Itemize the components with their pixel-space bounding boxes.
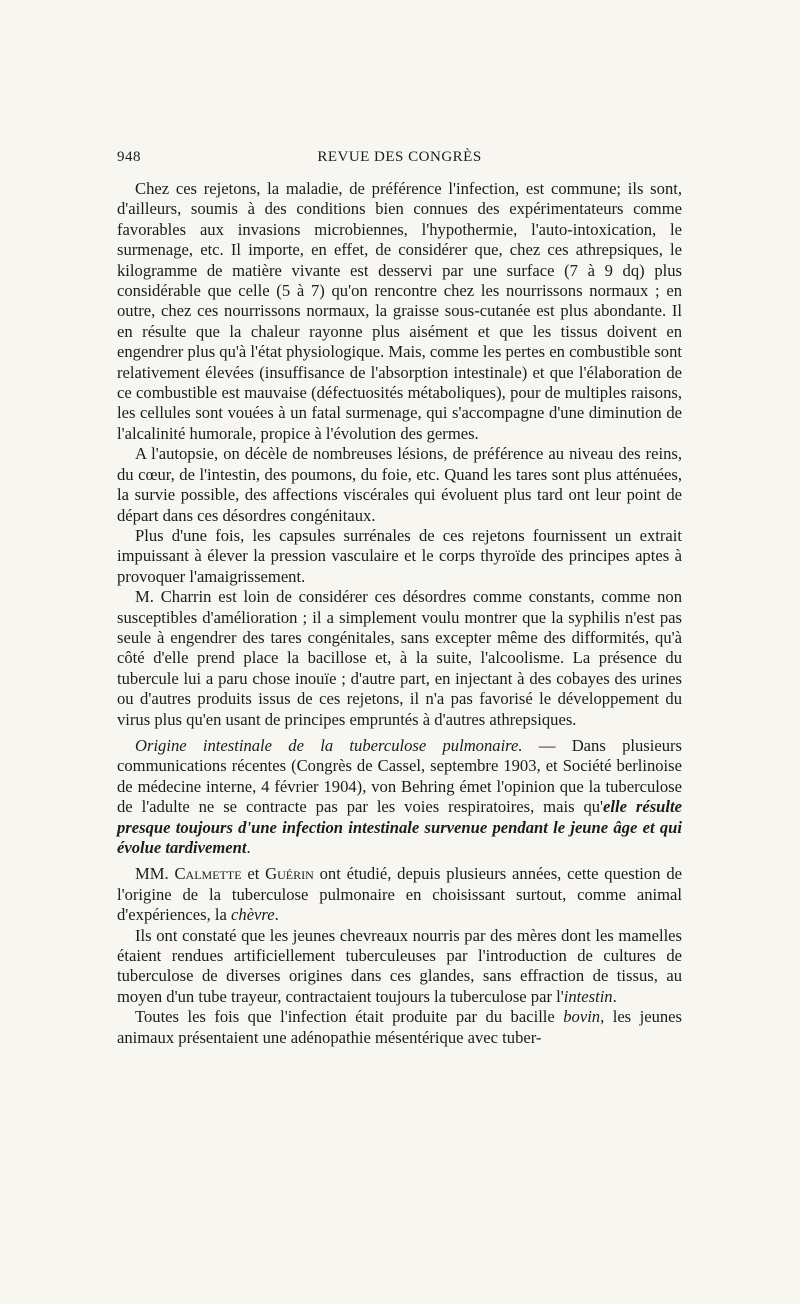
paragraph-5-end: . [246, 838, 251, 857]
paragraph-1: Chez ces rejetons, la maladie, de préférence l'infection, est commune; ils sont, d'ailleurs, soumis à des conditions bien connues des expérimentateurs comme favorables aux invasions microbiennes, l'hypothermie, l'auto-intoxication, le surmenage, etc. Il importe, en effet, de considérer que, chez ces athrepsiques, le kilogramme de matière vivante est desservi par une surface (7 à 9 dq) plus considérable que celle (5 à 7) qu'on rencontre chez les nourrissons normaux ; en outre, chez ces nourrissons normaux, la graisse sous-cutanée est plus abondante. Il en résulte que la chaleur rayonne plus aisément et que les tissus doivent en engendrer plus qu'à l'état physiologique. Mais, comme les pertes en combustible sont relativement élevées (insuffisance de l'absorption intestinale) et que l'élaboration de ce combustible est mauvaise (défectuosités métaboliques), pour de multiples raisons, les cellules sont vouées à un fatal surmenage, qui s'accompagne d'une diminution de l'alcalinité humorale, propice à l'évolution des germes. [117, 179, 682, 443]
paragraph-8-text: Toutes les fois que l'infection était produite par du bacille [135, 1007, 564, 1027]
paragraph-6-end: . [274, 905, 279, 925]
paragraph-8-end: , les jeunes animaux présentaient une adénopathie mésentérique avec tuber- [117, 1007, 682, 1047]
author-name-2: Guérin [265, 864, 314, 884]
paragraph-6-emphasis: chèvre [231, 905, 275, 925]
page-header [117, 149, 682, 171]
paragraph-6-prefix: MM. [135, 864, 175, 884]
paragraph-6-connector: et [241, 864, 266, 884]
paragraph-8 [117, 1007, 682, 1048]
paragraph-8-emphasis: bovin [563, 1007, 601, 1027]
section-title: Origine intestinale de la tuberculose pulmonaire. [135, 735, 523, 755]
paragraph-7-end: . [612, 986, 617, 1006]
paragraph-5-emphasis: elle résulte presque toujours d'une infection intestinale survenue pendant le jeune âge et qui évolue tardivement [117, 797, 682, 857]
paragraph-4: M. Charrin est loin de considérer ces désordres comme constants, comme non susceptibles d'amélioration ; il a simplement voulu montrer que la syphilis n'est pas seule à engendrer des tares congénitales, sans excepter même des difformités, qu'à côté d'elle prend place la bacillose et, à la suite, l'alcoolisme. La présence du tubercule lui a paru chose inouïe ; d'autre part, en injectant à des cobayes des urines ou d'autres produits issus de ces rejetons, il n'a pas favorisé le développement du virus plus qu'en usant de principes empruntés à d'autres athrepsiques. [117, 587, 682, 729]
body-text [117, 179, 682, 1048]
page-number: 948 [117, 149, 141, 165]
author-name-1: Calmette [174, 864, 242, 884]
paragraph-3: Plus d'une fois, les capsules surrénales de ces rejetons fournissent un extrait impuissant à élever la pression vasculaire et le corps thyroïde des principes aptes à provoquer l'amaigrissement. [117, 525, 682, 586]
paragraph-6-text: ont étudié, depuis plusieurs années, cette question de l'origine de la tuberculose pulmonaire en choisissant surtout, comme animal d'expériences, la [117, 864, 682, 925]
paragraph-7 [117, 926, 682, 1008]
paragraph-2: A l'autopsie, on décèle de nombreuses lésions, de préférence au niveau des reins, du cœur, de l'intestin, des poumons, du foie, etc. Quand les tares sont plus atténuées, la survie possible, des affections viscérales qui évoluent plus tard ont leur point de départ dans ces désordres congénitaux. [117, 444, 682, 525]
paragraph-7-text: Ils ont constaté que les jeunes chevreaux nourris par des mères dont les mamelles étaient rendues artificiellement tuberculeuses par l'introduction de cultures de tuberculose de diverses origines dans ces glandes, sans effraction de tissus, au moyen d'un tube trayeur, contractaient toujours la tuberculose par l' [117, 925, 682, 1006]
paragraph-5-text: — Dans plusieurs communications récentes (Congrès de Cassel, septembre 1903, et Société berlinoise de médecine interne, 4 février 1904), von Behring émet l'opinion que la tuberculose de l'adulte ne se contracte pas par les voies respiratoires, mais qu' [117, 735, 682, 817]
paragraph-6 [117, 864, 682, 925]
running-title: REVUE DES CONGRÈS [317, 149, 482, 165]
paragraph-5 [117, 736, 682, 858]
paragraph-7-emphasis: intestin [563, 986, 613, 1006]
